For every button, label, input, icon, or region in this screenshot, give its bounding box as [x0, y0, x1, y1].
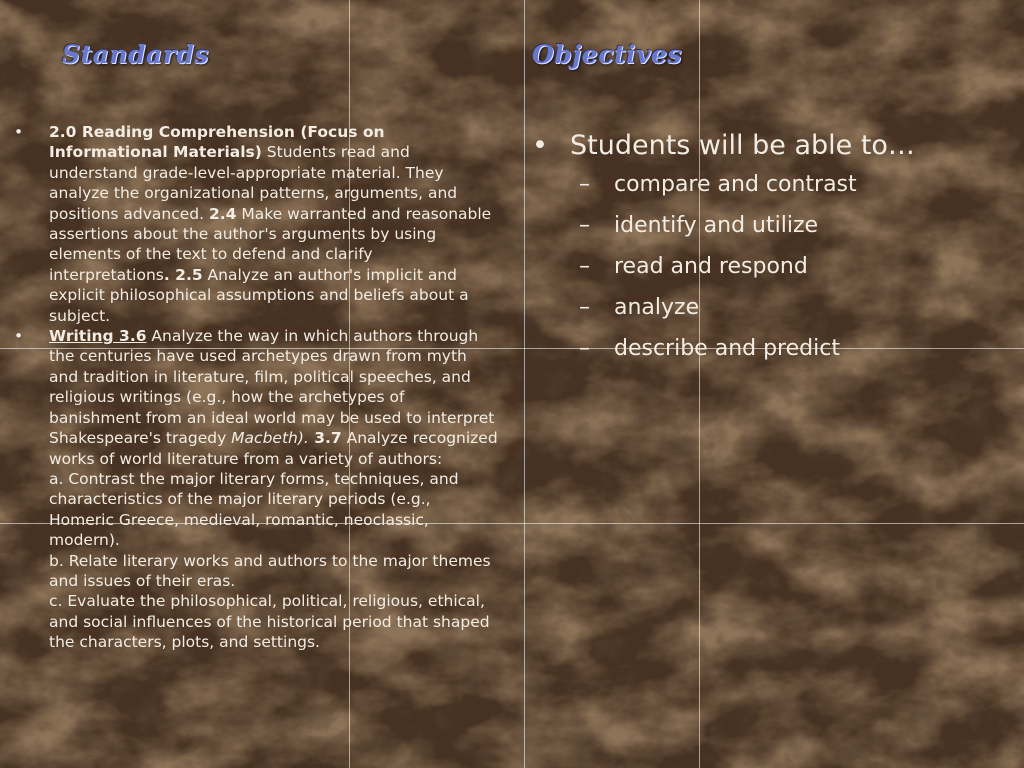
dash-icon: –: [579, 336, 590, 361]
bullet-icon: •: [14, 327, 24, 346]
objective-item: [532, 328, 1012, 369]
objective-item: [532, 287, 1012, 328]
objectives-heading: Objectives: [532, 40, 682, 69]
standard-code: 2.4: [208, 204, 237, 223]
objective-text: read and respond: [614, 254, 808, 279]
objective-text: compare and contrast: [614, 172, 857, 197]
dash-icon: –: [579, 254, 590, 279]
objective-text: describe and predict: [614, 336, 840, 361]
dash-icon: –: [579, 172, 590, 197]
standard-heading: 2.0 Reading Comprehension (Focus on Informational Materials): [49, 123, 385, 162]
objective-item: [532, 164, 1012, 205]
objectives-list: [532, 128, 1012, 369]
standard-text: Analyze an author's implicit and explicit philosophical assumptions and beliefs about a subject.: [49, 265, 469, 325]
standards-list: [14, 122, 498, 653]
tile-seam: [699, 0, 700, 768]
standard-text: Make warranted and reasonable assertions about the author's arguments by using elements of the text to defend and clarify interpretations: [49, 204, 492, 284]
objective-text: identify and utilize: [614, 213, 819, 238]
objective-text: analyze: [614, 295, 700, 320]
standard-code: . 2.5: [163, 265, 203, 284]
standard-text: Analyze the way in which authors through the centuries have used archetypes drawn from myth and tradition in literature, film, political speeches, and religious writings (e.g., how the archetypes of banishment from an ideal world may be used to interpret Shakespeare's tragedy: [49, 327, 495, 448]
dash-icon: –: [579, 295, 590, 320]
objectives-lead-text: Students will be able to…: [570, 130, 915, 161]
standard-heading: Writing 3.6: [49, 327, 147, 346]
standard-subpoint: a. Contrast the major literary forms, techniques, and characteristics of the major literary periods (e.g., Homeric Greece, medieval, romantic, neoclassic, modern).: [49, 469, 459, 550]
standards-item-reading: [14, 122, 498, 326]
standards-heading: Standards: [62, 40, 209, 69]
dash-icon: –: [579, 213, 590, 238]
objective-item: [532, 246, 1012, 287]
tile-seam: [524, 0, 525, 768]
standards-item-writing: [14, 326, 498, 653]
standard-text: Analyze recognized works of world literature from a variety of authors:: [49, 429, 498, 468]
bullet-icon: •: [14, 123, 24, 141]
work-title: Macbeth).: [231, 429, 309, 448]
standard-subpoint: b. Relate literary works and authors to the major themes and issues of their eras.: [49, 551, 491, 590]
bullet-icon: •: [532, 130, 548, 161]
objective-item: [532, 205, 1012, 246]
standard-subpoint: c. Evaluate the philosophical, political, religious, ethical, and social influences of the historical period that shaped the characters, plots, and settings.: [49, 592, 490, 652]
objectives-lead: [532, 128, 1012, 164]
standard-code: 3.7: [308, 429, 342, 448]
standard-text: Students read and understand grade-level-appropriate material. They analyze the organizational patterns, arguments, and positions advanced.: [49, 143, 458, 223]
